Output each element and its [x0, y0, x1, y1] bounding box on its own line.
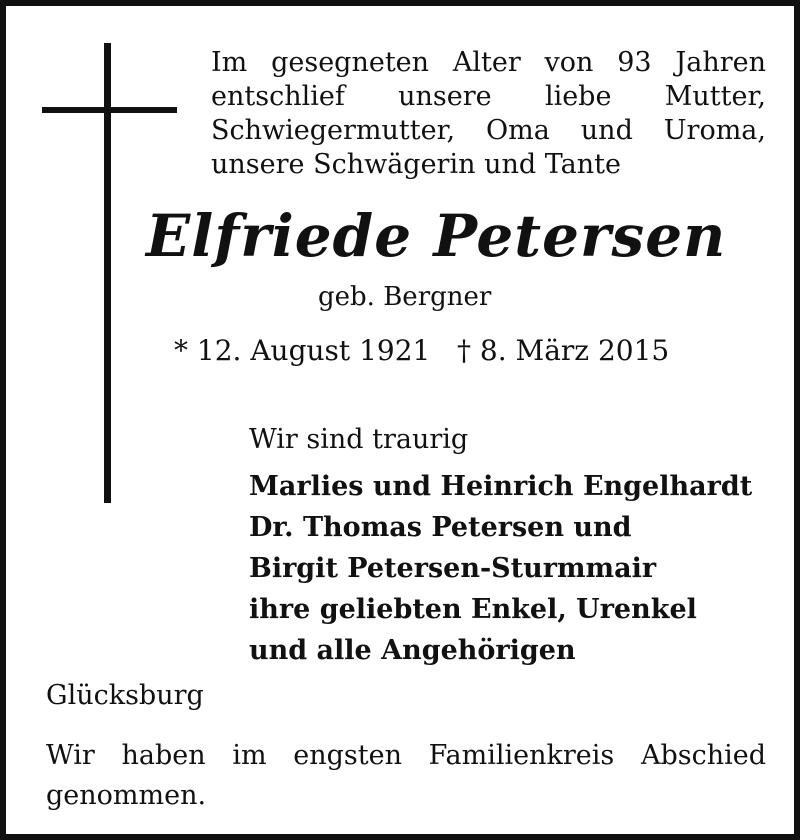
mourners-list [249, 466, 752, 671]
mourner-line: Birgit Petersen-Sturmmair [249, 553, 657, 584]
intro-line: entschlief unsere liebe Mutter, [211, 81, 766, 112]
intro-line: Im gesegneten Alter von 93 Jahren [211, 47, 766, 78]
intro-text [211, 46, 766, 182]
intro-line: unsere Schwägerin und Tante [211, 149, 621, 180]
farewell-line: genommen. [46, 780, 207, 811]
mourner-line: und alle Angehörigen [249, 635, 576, 666]
mourner-line: Dr. Thomas Petersen und [249, 512, 632, 543]
mourner-line: ihre geliebten Enkel, Urenkel [249, 594, 697, 625]
life-dates: * 12. August 1921 † 8. März 2015 [174, 334, 670, 367]
mourners-intro: Wir sind traurig [249, 424, 469, 455]
intro-line: Schwiegermutter, Oma und Uroma, [211, 115, 766, 146]
farewell-line: Wir haben im engsten Familienkreis Abschied [46, 740, 766, 771]
place-name: Glücksburg [46, 680, 204, 711]
deceased-name: Elfriede Petersen [146, 202, 727, 270]
farewell-text [46, 736, 766, 816]
maiden-name: geb. Bergner [318, 282, 492, 312]
mourner-line: Marlies und Heinrich Engelhardt [249, 471, 753, 502]
cross-icon-horizontal-bar [42, 107, 177, 113]
